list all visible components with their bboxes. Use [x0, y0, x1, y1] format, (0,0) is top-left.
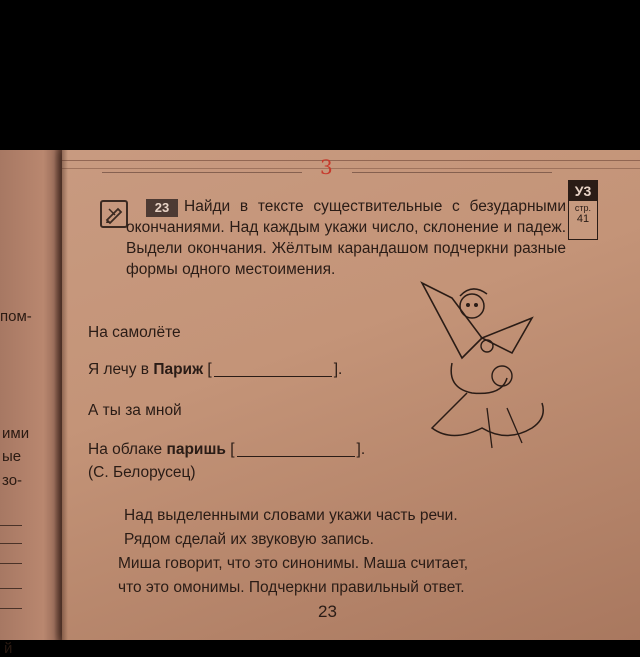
- pencil-icon: [100, 200, 128, 228]
- reference-badge: [568, 180, 598, 240]
- poem-text: На облаке: [88, 441, 167, 458]
- instruction-line: Миша говорит, что это синонимы. Маша считает,: [118, 555, 469, 572]
- ruled-line: [62, 160, 640, 161]
- ruled-line: [352, 172, 552, 173]
- poem-text: Я лечу в: [88, 361, 154, 378]
- transcription-field[interactable]: [ ]: [207, 361, 339, 378]
- left-page: [0, 150, 62, 657]
- left-page-line: [0, 608, 22, 609]
- page-number: 23: [318, 602, 337, 621]
- instruction-line: Над выделенными словами укажи часть речи.: [124, 507, 458, 524]
- poem-punct: .: [360, 441, 366, 458]
- left-page-line: [0, 543, 22, 544]
- poem-line: [88, 361, 342, 379]
- highlighted-word: паришь: [166, 441, 226, 458]
- left-page-fragment: й: [4, 640, 13, 657]
- transcription-field[interactable]: [ ]: [230, 441, 361, 458]
- left-page-fragment: зо-: [2, 472, 23, 489]
- reference-badge-page: 41: [576, 213, 590, 225]
- reference-badge-label: стр.: [574, 203, 592, 213]
- poem-line: На самолёте: [88, 324, 181, 341]
- left-page-line: [0, 563, 22, 564]
- poem-punct: .: [338, 361, 343, 378]
- highlighted-word: Париж: [153, 361, 204, 378]
- poem-line: [88, 441, 365, 459]
- rocket-illustration: [412, 278, 562, 458]
- left-page-fragment: пом-: [0, 308, 32, 325]
- poem-line: А ты за мной: [88, 402, 182, 419]
- left-page-fragment: ими: [2, 425, 30, 442]
- ruled-line: [62, 168, 640, 169]
- workbook-page: [62, 150, 640, 640]
- poem-author: (С. Белорусец): [88, 464, 196, 481]
- reference-badge-title: У3: [569, 181, 597, 201]
- instruction-line: Рядом сделай их звуковую запись.: [124, 531, 374, 548]
- ruled-line: [102, 172, 302, 173]
- left-page-line: [0, 588, 22, 589]
- left-page-fragment: ые: [2, 448, 22, 465]
- handwritten-mark: 3: [320, 155, 333, 179]
- left-page-line: [0, 525, 22, 526]
- task-text: Найди в тексте существительные с безударными окончаниями. Над каждым укажи число, склонение и падеж. Выдели окончания. Жёлтым карандашом подчеркни разные формы одного местоимения.: [126, 198, 566, 278]
- book-fold: [54, 150, 68, 640]
- instruction-line: что это омонимы. Подчеркни правильный ответ.: [118, 579, 465, 596]
- task-number-badge: 23: [146, 199, 178, 217]
